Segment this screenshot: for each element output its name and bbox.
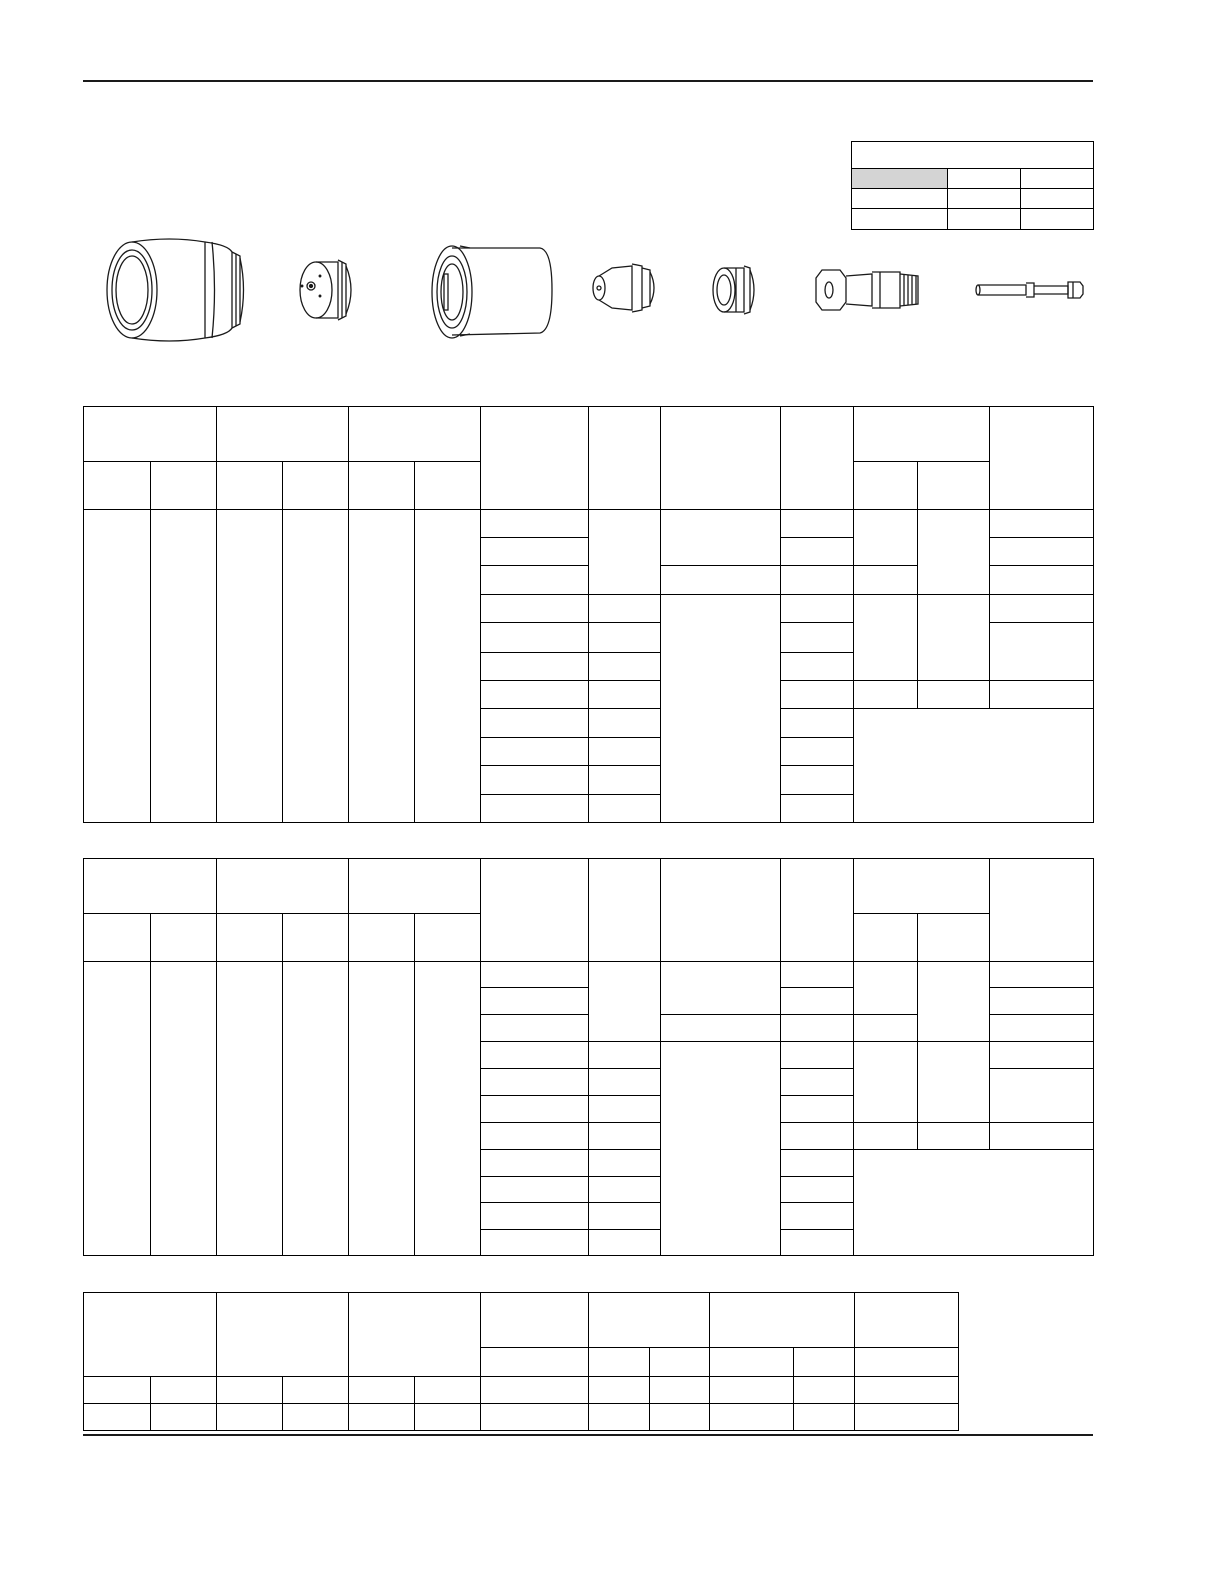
data-cell xyxy=(990,510,1094,538)
data-cell xyxy=(781,566,854,595)
data-cell xyxy=(794,1377,855,1404)
subheader-cell xyxy=(589,1348,650,1377)
data-cell xyxy=(661,510,781,566)
data-cell xyxy=(918,510,990,595)
subheader-cell xyxy=(217,462,283,510)
data-cell xyxy=(781,510,854,538)
subheader-cell xyxy=(918,462,990,510)
nozzle-icon xyxy=(593,264,654,312)
water-tube-icon xyxy=(976,282,1083,298)
legend-cell xyxy=(852,209,948,230)
header-cell xyxy=(84,859,217,914)
data-cell xyxy=(589,765,661,794)
subheader-cell xyxy=(918,914,990,962)
header-cell xyxy=(217,407,349,462)
data-cell xyxy=(710,1377,794,1404)
data-cell xyxy=(661,566,781,595)
retaining-cap-icon xyxy=(432,246,552,338)
consumable-parts-illustration xyxy=(0,230,1224,350)
data-cell xyxy=(283,1377,349,1404)
header-cell xyxy=(589,1293,710,1348)
cut-chart-table xyxy=(83,858,1094,1256)
data-cell xyxy=(781,1177,854,1203)
data-cell xyxy=(781,708,854,737)
data-cell xyxy=(481,1377,589,1404)
data-cell xyxy=(481,566,589,595)
data-cell xyxy=(481,1096,589,1123)
data-cell xyxy=(781,1230,854,1256)
header-cell xyxy=(990,407,1094,510)
footer-rule xyxy=(83,1434,1093,1436)
data-cell xyxy=(855,1377,959,1404)
data-cell xyxy=(481,680,589,708)
header-rule xyxy=(83,80,1093,82)
data-cell xyxy=(589,510,661,595)
data-cell xyxy=(781,538,854,566)
data-cell xyxy=(854,1042,918,1123)
data-cell xyxy=(481,538,589,566)
data-cell xyxy=(661,1042,781,1256)
data-cell xyxy=(349,1377,415,1404)
header-cell xyxy=(855,1293,959,1348)
data-cell xyxy=(84,1377,151,1404)
data-cell xyxy=(781,962,854,988)
data-cell xyxy=(589,962,661,1042)
header-cell xyxy=(710,1293,855,1348)
data-cell xyxy=(781,765,854,794)
data-cell xyxy=(151,1404,217,1431)
data-cell xyxy=(990,1069,1094,1123)
header-cell xyxy=(781,859,854,962)
data-cell xyxy=(650,1377,710,1404)
data-cell xyxy=(990,1123,1094,1150)
data-cell xyxy=(151,510,217,823)
data-cell xyxy=(854,1015,918,1042)
data-cell xyxy=(481,1123,589,1150)
header-cell xyxy=(481,859,589,962)
data-cell xyxy=(855,1404,959,1431)
data-cell xyxy=(854,595,918,680)
data-cell xyxy=(781,1150,854,1177)
data-cell xyxy=(84,510,151,823)
data-cell xyxy=(283,1404,349,1431)
header-cell xyxy=(349,859,481,914)
header-cell xyxy=(589,859,661,962)
data-cell xyxy=(481,962,589,988)
subheader-cell xyxy=(349,914,415,962)
data-cell xyxy=(781,1069,854,1096)
data-cell xyxy=(781,595,854,623)
data-cell xyxy=(589,1377,650,1404)
data-cell xyxy=(217,1404,283,1431)
data-cell xyxy=(349,962,415,1256)
data-cell xyxy=(589,1096,661,1123)
data-cell xyxy=(415,510,481,823)
data-cell xyxy=(918,1123,990,1150)
data-cell xyxy=(589,1123,661,1150)
subheader-cell xyxy=(481,1348,589,1377)
data-cell xyxy=(481,1042,589,1069)
data-cell xyxy=(854,1123,918,1150)
shield-icon xyxy=(107,239,244,341)
data-cell xyxy=(589,1404,650,1431)
data-cell xyxy=(781,623,854,652)
electrode-icon xyxy=(816,270,918,310)
legend-table xyxy=(851,141,1094,230)
data-cell xyxy=(990,680,1094,708)
subheader-cell xyxy=(854,462,918,510)
data-cell xyxy=(990,962,1094,988)
data-cell xyxy=(781,680,854,708)
data-cell xyxy=(990,1042,1094,1069)
data-cell xyxy=(349,510,415,823)
data-cell xyxy=(217,962,283,1256)
header-cell xyxy=(217,1293,349,1377)
data-cell xyxy=(481,708,589,737)
subheader-cell xyxy=(151,462,217,510)
data-cell xyxy=(481,1015,589,1042)
subheader-cell xyxy=(151,914,217,962)
data-cell xyxy=(415,962,481,1256)
header-cell xyxy=(854,859,990,914)
data-cell xyxy=(854,1150,1094,1256)
subheader-cell xyxy=(854,914,918,962)
data-cell xyxy=(781,794,854,822)
swirl-ring-icon xyxy=(713,266,754,314)
data-cell xyxy=(781,988,854,1015)
subheader-cell xyxy=(283,462,349,510)
data-cell xyxy=(990,623,1094,680)
data-cell xyxy=(854,566,918,595)
subheader-cell xyxy=(84,914,151,962)
data-cell xyxy=(283,510,349,823)
data-cell xyxy=(781,652,854,680)
data-cell xyxy=(781,737,854,765)
subheader-cell xyxy=(710,1348,794,1377)
data-cell xyxy=(151,962,217,1256)
data-cell xyxy=(84,962,151,1256)
header-cell xyxy=(990,859,1094,962)
header-cell xyxy=(854,407,990,462)
data-cell xyxy=(854,510,918,566)
subheader-cell xyxy=(650,1348,710,1377)
subheader-cell xyxy=(415,462,481,510)
data-cell xyxy=(151,1377,217,1404)
data-cell xyxy=(589,1177,661,1203)
data-cell xyxy=(481,1177,589,1203)
header-cell xyxy=(349,407,481,462)
subheader-cell xyxy=(415,914,481,962)
data-cell xyxy=(283,962,349,1256)
data-cell xyxy=(481,1404,589,1431)
data-cell xyxy=(481,765,589,794)
subheader-cell xyxy=(855,1348,959,1377)
subheader-cell xyxy=(794,1348,855,1377)
data-cell xyxy=(661,595,781,823)
data-cell xyxy=(415,1404,481,1431)
data-cell xyxy=(650,1404,710,1431)
data-cell xyxy=(481,595,589,623)
data-cell xyxy=(481,1069,589,1096)
data-cell xyxy=(481,510,589,538)
data-cell xyxy=(481,1230,589,1256)
data-cell xyxy=(217,1377,283,1404)
subheader-cell xyxy=(283,914,349,962)
legend-cell xyxy=(852,189,948,209)
data-cell xyxy=(854,708,1094,822)
data-cell xyxy=(794,1404,855,1431)
data-cell xyxy=(481,1150,589,1177)
data-cell xyxy=(781,1015,854,1042)
data-cell xyxy=(481,794,589,822)
data-cell xyxy=(918,595,990,680)
data-cell xyxy=(589,595,661,623)
data-cell xyxy=(990,566,1094,595)
data-cell xyxy=(481,1203,589,1230)
data-cell xyxy=(990,1015,1094,1042)
data-cell xyxy=(781,1096,854,1123)
data-cell xyxy=(589,623,661,652)
data-cell xyxy=(854,680,918,708)
data-cell xyxy=(854,962,918,1015)
summary-table xyxy=(83,1292,959,1431)
data-cell xyxy=(661,962,781,1015)
data-cell xyxy=(918,1042,990,1123)
data-cell xyxy=(990,538,1094,566)
header-cell xyxy=(661,407,781,510)
data-cell xyxy=(217,510,283,823)
subheader-cell xyxy=(217,914,283,962)
data-cell xyxy=(481,737,589,765)
data-cell xyxy=(589,652,661,680)
data-cell xyxy=(918,680,990,708)
data-cell xyxy=(781,1203,854,1230)
data-cell xyxy=(589,680,661,708)
data-cell xyxy=(415,1377,481,1404)
data-cell xyxy=(589,1150,661,1177)
data-cell xyxy=(589,1230,661,1256)
header-cell xyxy=(589,407,661,510)
legend-shaded-cell xyxy=(852,169,948,189)
data-cell xyxy=(781,1042,854,1069)
header-cell xyxy=(481,407,589,510)
legend-cell xyxy=(948,189,1021,209)
data-cell xyxy=(349,1404,415,1431)
data-cell xyxy=(481,988,589,1015)
header-cell xyxy=(217,859,349,914)
data-cell xyxy=(481,652,589,680)
header-cell xyxy=(481,1293,589,1348)
data-cell xyxy=(710,1404,794,1431)
legend-title-cell xyxy=(852,142,1094,169)
header-cell xyxy=(661,859,781,962)
data-cell xyxy=(589,1069,661,1096)
data-cell xyxy=(84,1404,151,1431)
subheader-cell xyxy=(84,462,151,510)
data-cell xyxy=(589,737,661,765)
legend-cell xyxy=(948,209,1021,230)
data-cell xyxy=(918,962,990,1042)
data-cell xyxy=(781,1123,854,1150)
data-cell xyxy=(990,595,1094,623)
legend-cell xyxy=(948,169,1021,189)
legend-cell xyxy=(1021,189,1094,209)
data-cell xyxy=(990,988,1094,1015)
data-cell xyxy=(589,794,661,822)
data-cell xyxy=(661,1015,781,1042)
subheader-cell xyxy=(349,462,415,510)
data-cell xyxy=(589,708,661,737)
shield-cap-icon xyxy=(300,260,351,320)
header-cell xyxy=(84,407,217,462)
header-cell xyxy=(781,407,854,510)
legend-cell xyxy=(1021,209,1094,230)
legend-cell xyxy=(1021,169,1094,189)
header-cell xyxy=(349,1293,481,1377)
data-cell xyxy=(589,1042,661,1069)
header-cell xyxy=(84,1293,217,1377)
cut-chart-table xyxy=(83,406,1094,823)
data-cell xyxy=(589,1203,661,1230)
data-cell xyxy=(481,623,589,652)
